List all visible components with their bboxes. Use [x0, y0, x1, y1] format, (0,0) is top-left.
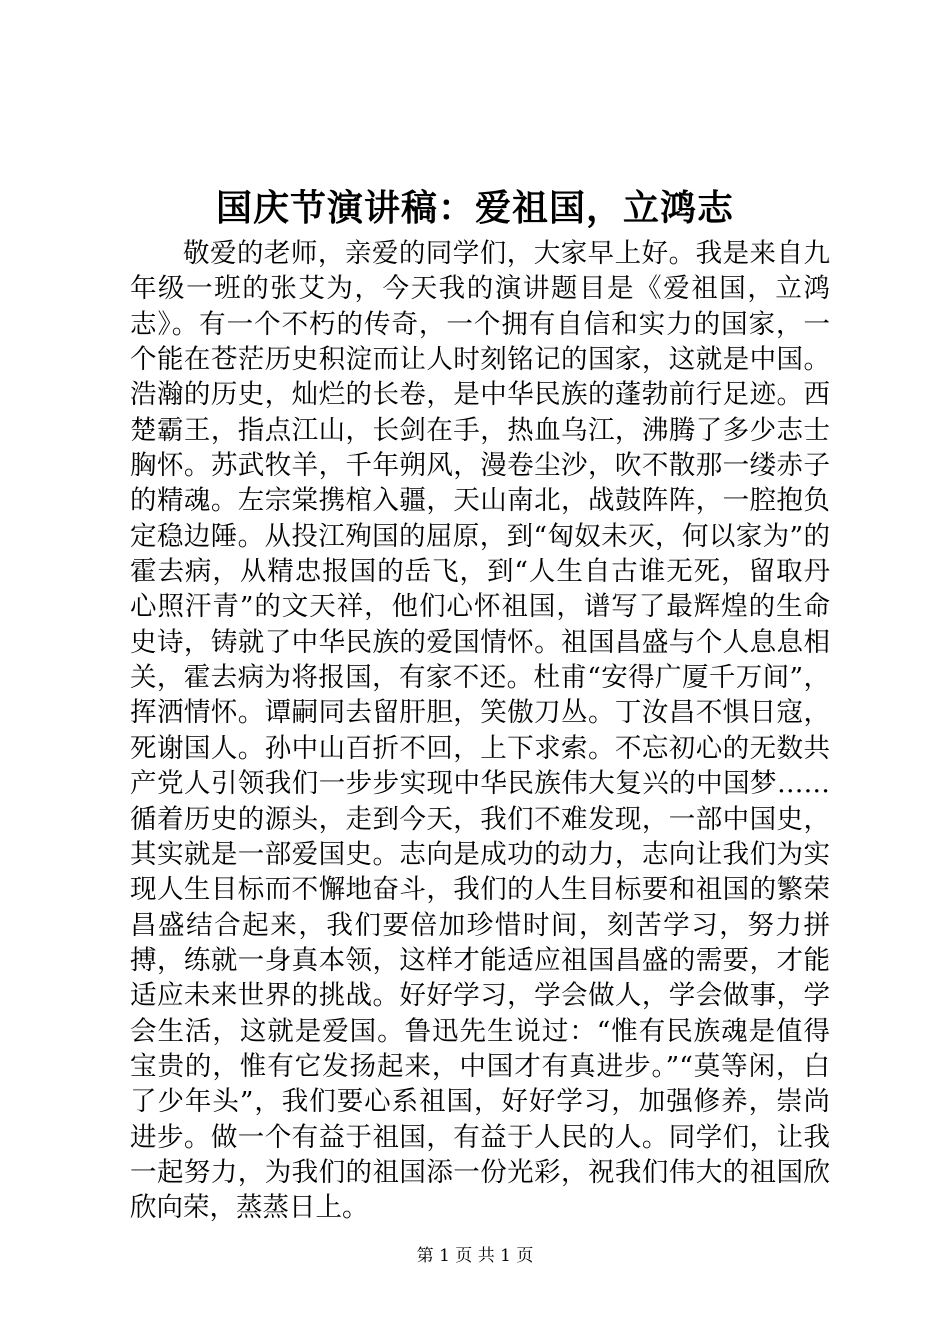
page-number-footer: 第 1 页 共 1 页	[416, 1246, 534, 1266]
speech-body: 敬爱的老师，亲爱的同学们，大家早上好。我是来自九年级一班的张艾为，今天我的演讲题目是《爱祖国，立鸿志》。有一个不朽的传奇，一个拥有自信和实力的国家，一个能在苍茫历史积淀而让人时刻铭记的国家，这就是中国。浩瀚的历史，灿烂的长卷，是中华民族的蓬勃前行足迹。西楚霸王，指点江山，长剑在手，热血乌江，沸腾了多少志士胸怀。苏武牧羊，千年朔风，漫卷尘沙，吹不散那一缕赤子的精魂。左宗棠携棺入疆，天山南北，战鼓阵阵，一腔抱负定稳边陲。从投江殉国的屈原，到“匈奴未灭，何以家为”的霍去病，从精忠报国的岳飞，到“人生自古谁无死，留取丹心照汗青”的文天祥，他们心怀祖国，谱写了最辉煌的生命史诗，铸就了中华民族的爱国情怀。祖国昌盛与个人息息相关，霍去病为将报国，有家不还。杜甫“安得广厦千万间”，挥洒情怀。谭嗣同去留肝胆，笑傲刀丛。丁汝昌不惧日寇，死谢国人。孙中山百折不回，上下求索。不忘初心的无数共产党人引领我们一步步实现中华民族伟大复兴的中国梦……循着历史的源头，走到今天，我们不难发现，一部中国史，其实就是一部爱国史。志向是成功的动力，志向让我们为实现人生目标而不懈地奋斗，我们的人生目标要和祖国的繁荣昌盛结合起来，我们要倍加珍惜时间，刻苦学习，努力拼搏，练就一身真本领，这样才能适应祖国昌盛的需要，才能适应未来世界的挑战。好好学习，学会做人，学会做事，学会生活，这就是爱国。鲁迅先生说过：“惟有民族魂是值得宝贵的，惟有它发扬起来，中国才有真进步。”“莫等闲，白了少年头”，我们要心系祖国，好好学习，加强修养，崇尚进步。做一个有益于祖国，有益于人民的人。同学们，让我一起努力，为我们的祖国添一份光彩，祝我们伟大的祖国欣欣向荣，蒸蒸日上。	[130, 238, 830, 1224]
page-title: 国庆节演讲稿：爱祖国，立鸿志	[215, 187, 734, 229]
